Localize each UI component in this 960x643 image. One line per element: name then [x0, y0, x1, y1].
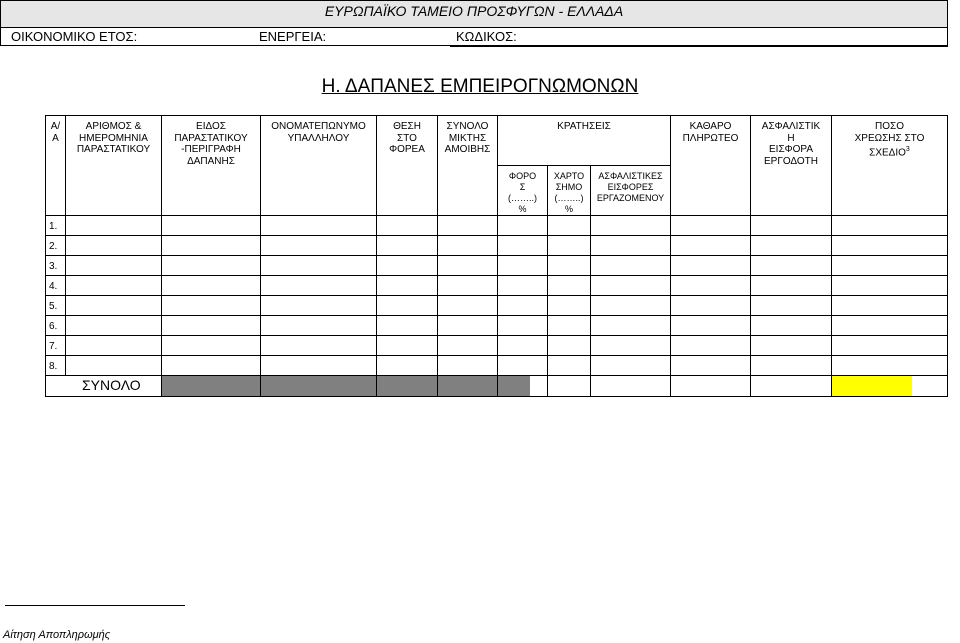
- col-position: ΘΕΣΗ ΣΤΟ ΦΟΡΕΑ: [389, 121, 425, 155]
- row-number: 5.: [49, 301, 58, 312]
- row-number: 4.: [49, 281, 58, 292]
- footnote-separator: [5, 605, 185, 606]
- col-employer-contribution: ΑΣΦΑΛΙΣΤΙΚ Η ΕΙΣΦΟΡΑ ΕΡΓΟΔΟΤΗ: [761, 121, 821, 167]
- row-number: 2.: [49, 241, 58, 252]
- row-number: 7.: [49, 341, 58, 352]
- col-stamp-duty: ΧΑΡΤΟ ΣΗΜΟ (……..) %: [553, 171, 585, 214]
- col-doc-number: ΑΡΙΘΜΟΣ & ΗΜΕΡΟΜΗΝΙΑ ΠΑΡΑΣΤΑΤΙΚΟΥ: [76, 121, 151, 155]
- col-tax: ΦΟΡΟ Σ (……..) %: [508, 171, 537, 214]
- col-aa: Α/ Α: [50, 121, 61, 144]
- col-gross-pay: ΣΥΝΟΛΟ ΜΙΚΤΗΣ ΑΜΟΙΒΗΣ: [444, 121, 491, 155]
- total-highlight-cell: [831, 376, 912, 396]
- total-label: ΣΥΝΟΛΟ: [82, 377, 141, 393]
- row-number: 1.: [49, 221, 58, 232]
- section-title: Η. ΔΑΠΑΝΕΣ ΕΜΠΕΙΡΟΓΝΩΜΟΝΩΝ: [321, 76, 639, 97]
- row-number: 6.: [49, 321, 58, 332]
- row-number: 8.: [49, 361, 58, 372]
- col-employee-name: ΟΝΟΜΑΤΕΠΩΝΥΜΟ ΥΠΑΛΛΗΛΟΥ: [271, 121, 366, 144]
- col-doc-type: ΕΙΔΟΣ ΠΑΡΑΣΤΑΤΙΚΟΥ -ΠΕΡΙΓΡΑΦΗ ΔΑΠΑΝΗΣ: [174, 121, 248, 167]
- col-net-payable: ΚΑΘΑΡΟ ΠΛΗΡΩΤΕΟ: [682, 121, 739, 144]
- col-project-charge: ΠΟΣΟ ΧΡΕΩΣΗΣ ΣΤΟ ΣΧΕΔΙΟ$^3$: [854, 121, 925, 159]
- action-label: ΕΝΕΡΓΕΙΑ:: [259, 29, 327, 44]
- fiscal-year-label: ΟΙΚΟΝΟΜΙΚΟ ΕΤΟΣ:: [11, 29, 138, 44]
- code-label: ΚΩΔΙΚΟΣ:: [456, 29, 517, 44]
- total-gray-cells: [161, 376, 530, 396]
- row-number: 3.: [49, 261, 58, 272]
- fund-title: ΕΥΡΩΠΑΪΚΟ ΤΑΜΕΙΟ ΠΡΟΣΦΥΓΩΝ - ΕΛΛΑΔΑ: [324, 3, 624, 19]
- footnote-text: Αίτηση Αποπληρωμής: [3, 629, 111, 641]
- col-deductions: ΚΡΑΤΗΣΕΙΣ: [557, 121, 611, 132]
- col-employee-insurance: ΑΣΦΑΛΙΣΤΙΚΕΣ ΕΙΣΦΟΡΕΣ ΕΡΓΑΖΟΜΕΝΟΥ: [596, 171, 665, 203]
